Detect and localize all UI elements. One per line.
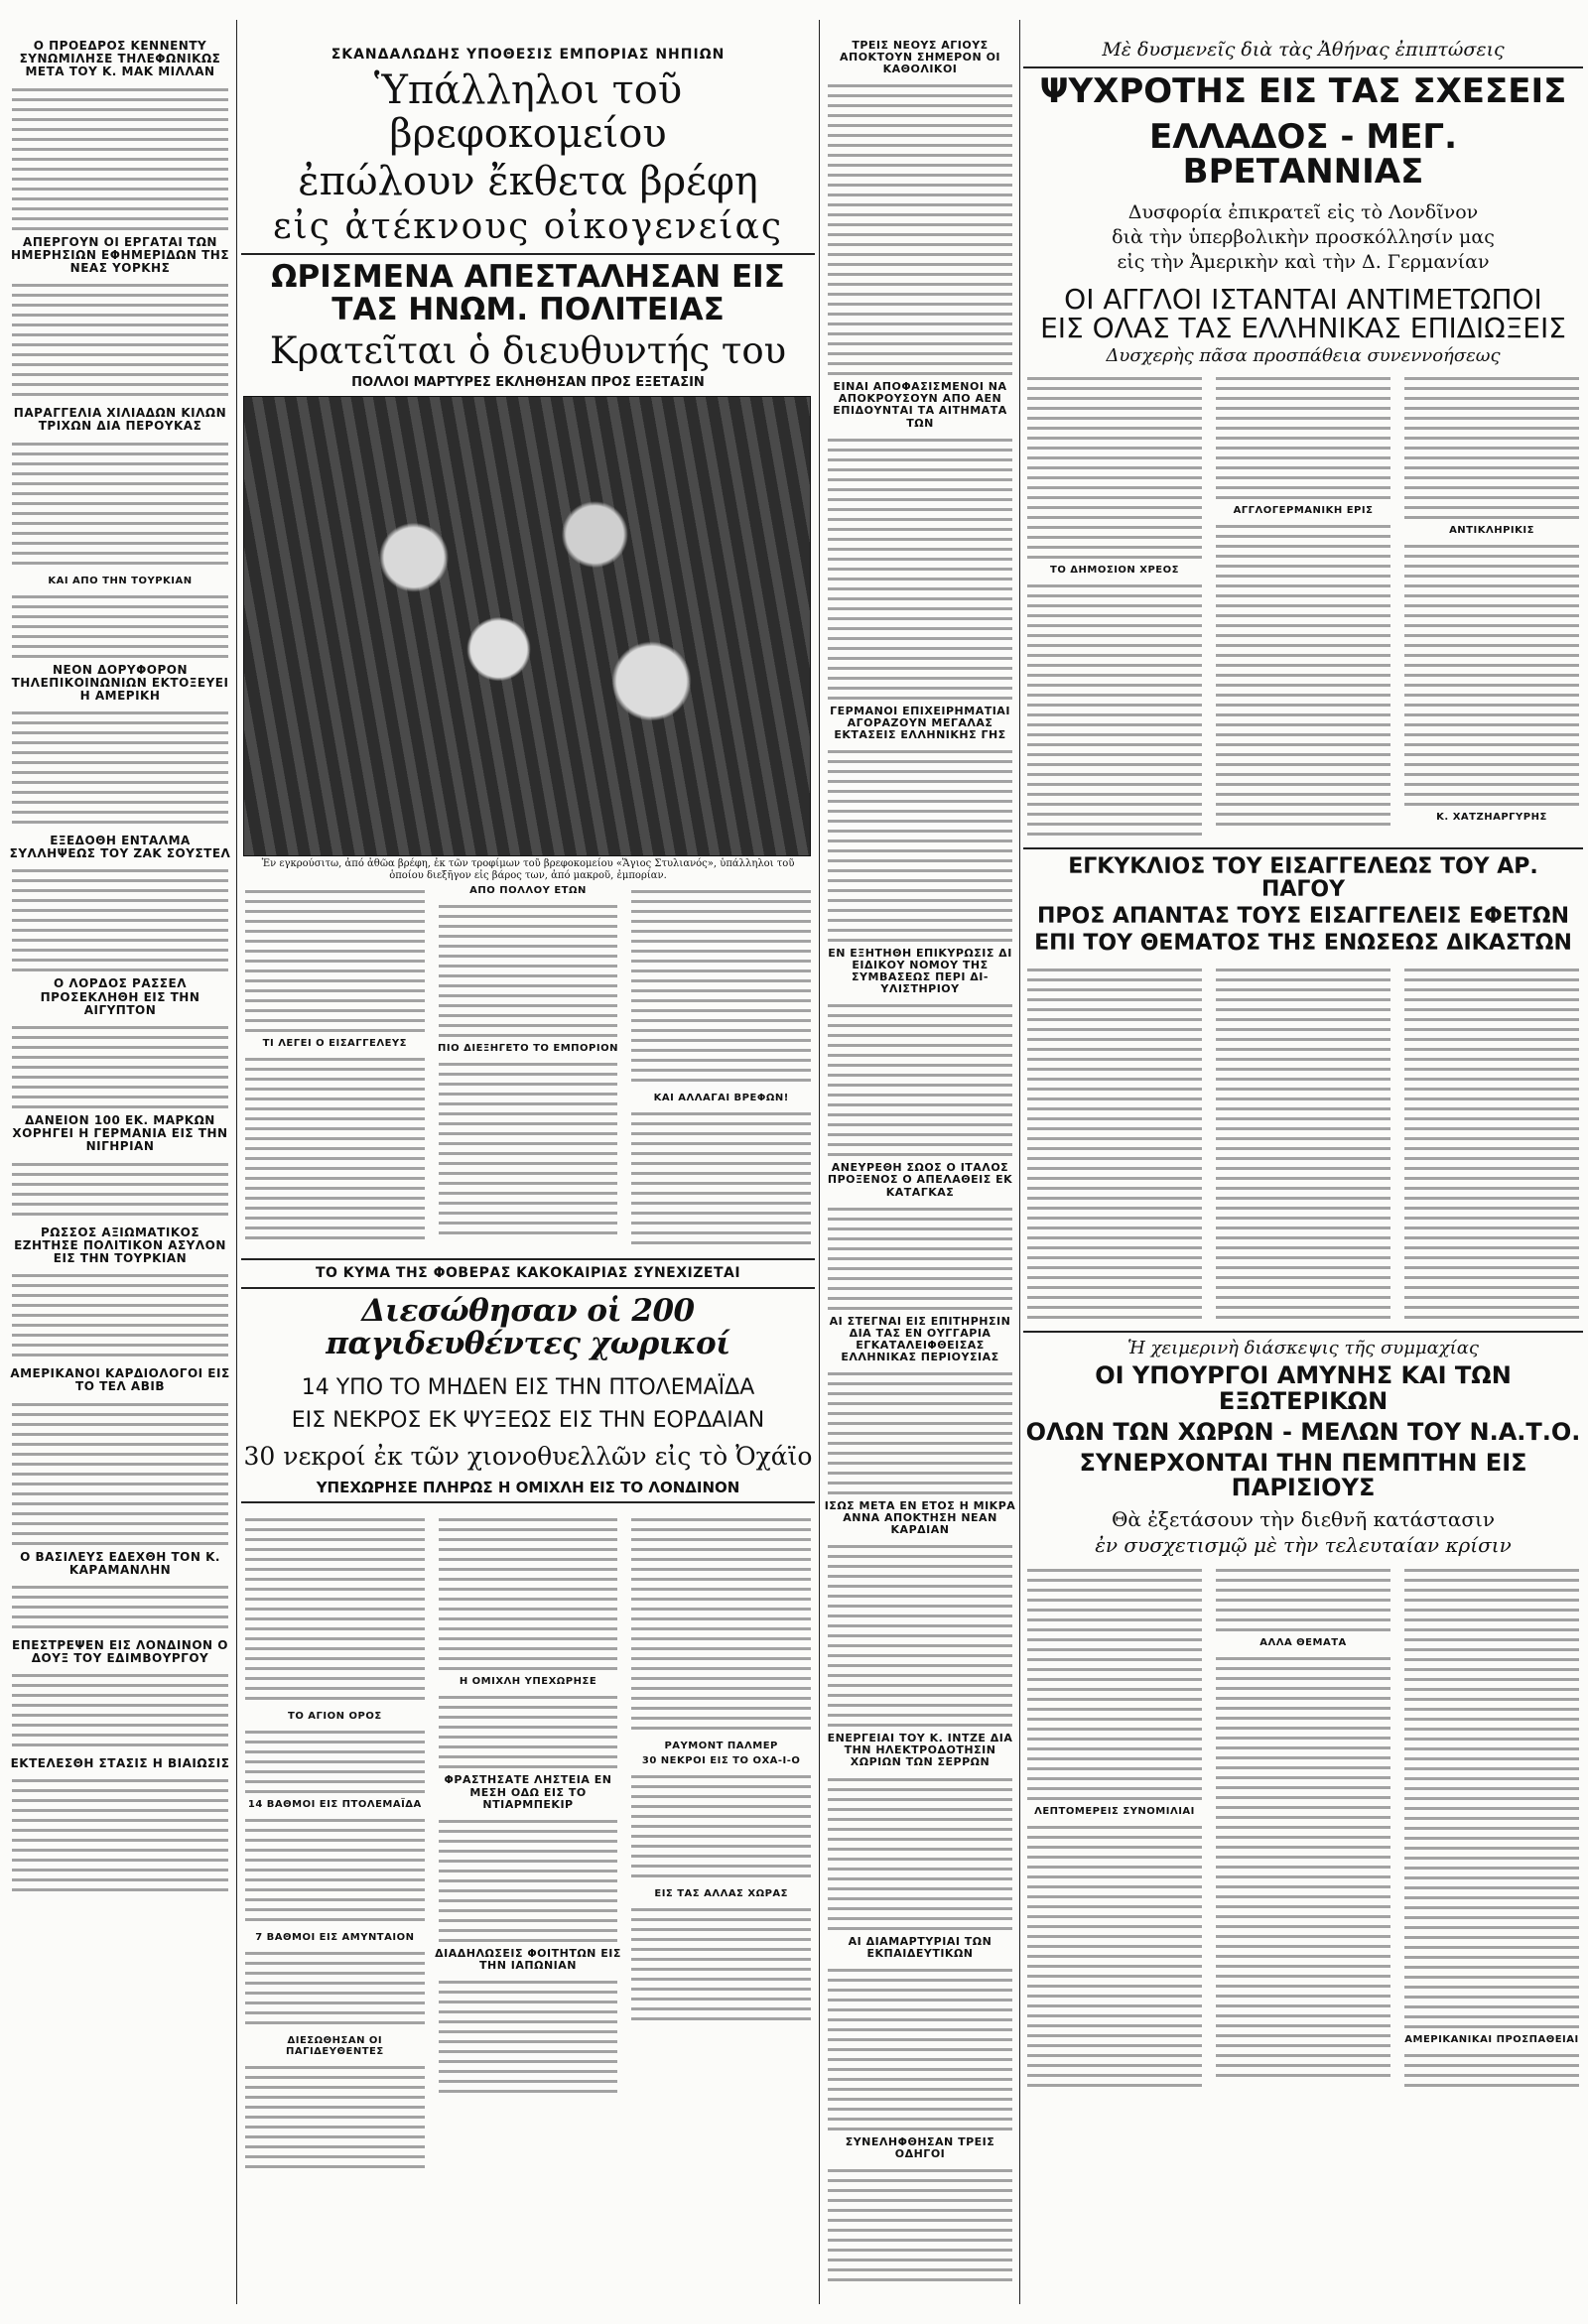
text-column xyxy=(1400,368,1583,841)
article-text xyxy=(245,885,425,1034)
brief-head: ΙΣΩΣ ΜΕΤΑ ΕΝ ΕΤΟΣ Η ΜΙΚΡΑ ΑΝΝΑ ΑΠΟΚΤΗΣΗ ΝΕΑΝ ΚΑΡΔΙΑΝ xyxy=(824,1498,1016,1537)
article-text xyxy=(828,999,1012,1158)
article-text xyxy=(1027,964,1202,1321)
text-column xyxy=(241,1509,429,2174)
text-column xyxy=(435,1509,622,2174)
article-text xyxy=(631,1770,811,1884)
subhead: ΑΜΕΡΙΚΑΝΙΚΑΙ ΠΡΟΣΠΑΘΕΙΑΙ xyxy=(1404,2034,1579,2046)
text-column xyxy=(1023,960,1206,1325)
byline: ΡΑΥΜΟΝΤ ΠΑΛΜΕΡ xyxy=(664,1741,778,1752)
article-text xyxy=(245,1814,425,1928)
headline: Ὑπάλληλοι τοῦ βρεφοκομείου xyxy=(373,67,683,158)
divider xyxy=(241,253,815,255)
article-text xyxy=(12,864,228,973)
headline: ΕΙΣ ΟΛΑΣ ΤΑΣ ΕΛΛΗΝΙΚΑΣ ΕΠΙΔΙΩΞΕΙΣ xyxy=(1040,312,1566,345)
article-text xyxy=(1027,1564,1202,1802)
brief-head: ΕΞΕΔΟΘΗ ΕΝΤΑΛΜΑ ΣΥΛΛΗΨΕΩΣ ΤΟΥ ΖΑΚ ΣΟΥΣΤΕΛ xyxy=(9,834,231,861)
article-text xyxy=(12,1774,228,1893)
brief-head: ΠΑΡΑΓΓΕΛΙΑ ΧΙΛΙΑΔΩΝ ΚΙΛΩΝ ΤΡΙΧΩΝ ΔΙΑ ΠΕΡΟΥΚΑΣ xyxy=(13,406,227,434)
headline: Κρατεῖται ὁ διευθυντής του xyxy=(269,329,787,373)
brief-head: ΣΥΝΕΛΗΦΘΗΣΑΝ ΤΡΕΙΣ ΟΔΗΓΟΙ xyxy=(845,2134,995,2160)
headline: ΩΡΙΣΜΕΝΑ ΑΠΕΣΤΑΛΗΣΑΝ ΕΙΣ ΤΑΣ ΗΝΩΜ. ΠΟΛΙΤΕΙΑΣ xyxy=(271,258,785,327)
subhead: ΕΙΣ ΤΑΣ ΑΛΛΑΣ ΧΩΡΑΣ xyxy=(654,1888,788,1900)
subhead: ΤΟ ΑΓΙΟΝ ΟΡΟΣ xyxy=(288,1711,382,1723)
brief-head: ΑΜΕΡΙΚΑΝΟΙ ΚΑΡΔΙΟΛΟΓΟΙ ΕΙΣ ΤΟ ΤΕΛ ΑΒΙΒ xyxy=(10,1366,230,1394)
text-column xyxy=(1212,960,1394,1325)
headline: ΕΠΙ ΤΟΥ ΘΕΜΑΤΟΣ ΤΗΣ ΕΝΩΣΕΩΣ ΔΙΚΑΣΤΩΝ xyxy=(1034,931,1572,957)
article-text xyxy=(828,2164,1012,2283)
article-text xyxy=(245,1513,425,1707)
article-text xyxy=(12,707,228,831)
brief-head: ΡΩΣΣΟΣ ΑΞΙΩΜΑΤΙΚΟΣ ΕΖΗΤΗΣΕ ΠΟΛΙΤΙΚΟΝ ΑΣΥΛΟΝ ΕΙΣ ΤΗΝ ΤΟΥΡΚΙΑΝ xyxy=(14,1225,226,1265)
article-text xyxy=(245,2061,425,2170)
headline: εἰς ἀτέκνους οἰκογενείας xyxy=(272,206,784,248)
headline: ἐπώλουν ἔκθετα βρέφη xyxy=(298,159,758,205)
column-world xyxy=(824,0,1016,2324)
deck: ΠΟΛΛΟΙ ΜΑΡΤΥΡΕΣ ΕΚΛΗΘΗΣΑΝ ΠΡΟΣ ΕΞΕΤΑΣΙΝ xyxy=(351,374,705,390)
article-text xyxy=(1404,2049,1579,2089)
subhead: Δυσφορία ἐπικρατεῖ εἰς τὸ Λονδῖνον xyxy=(1127,200,1479,223)
article-text xyxy=(1027,1821,1202,2089)
column-rule xyxy=(236,20,237,2304)
brief-head: ΝΕΟΝ ΔΟΡΥΦΟΡΟΝ ΤΗΛΕΠΙΚΟΙΝΩΝΙΩΝ ΕΚΤΟΞΕΥΕΙ Η ΑΜΕΡΙΚΗ xyxy=(11,662,229,703)
article-text xyxy=(1404,964,1579,1321)
subhead: Η ΟΜΙΧΛΗ ΥΠΕΧΩΡΗΣΕ xyxy=(459,1676,597,1688)
brief-head: ΓΕΡΜΑΝΟΙ ΕΠΙΧΕΙΡΗΜΑΤΙΑΙ ΑΓΟΡΑΖΟΥΝ ΜΕΓΑΛΑΣ ΕΚΤΑΣΕΙΣ ΕΛΛΗΝΙΚΗΣ ΓΗΣ xyxy=(830,704,1010,741)
deck: Δυσχερὴς πᾶσα προσπάθεια συνεννοήσεως xyxy=(1106,345,1501,367)
photo-area xyxy=(241,392,815,858)
article-text xyxy=(828,434,1012,702)
article-text xyxy=(631,1513,811,1737)
subhead: Θὰ ἐξετάσουν τὴν διεθνῆ κατάστασιν xyxy=(1111,1507,1496,1532)
article-text xyxy=(12,1398,228,1547)
kicker: Ἡ χειμερινὴ διάσκεψις τῆς συμμαχίας xyxy=(1127,1337,1479,1358)
article-text xyxy=(12,438,228,572)
headline: ΕΛΛΑΔΟΣ - ΜΕΓ. ΒΡΕΤΑΝΝΙΑΣ xyxy=(1148,116,1458,193)
brief-head: Ο ΠΡΟΕΔΡΟΣ ΚΕΝΝΕΝΤΥ ΣΥΝΩΜΙΛΗΣΕ ΤΗΛΕΦΩΝΙΚΩΣ ΜΕΤΑ ΤΟΥ Κ. ΜΑΚ ΜΙΛΛΑΝ xyxy=(19,39,221,79)
headline: 14 ΥΠΟ ΤΟ ΜΗΔΕΝ ΕΙΣ ΤΗΝ ΠΤΟΛΕΜΑΪΔΑ xyxy=(301,1374,755,1400)
article-text xyxy=(12,1669,228,1753)
column-rule xyxy=(1019,20,1020,2304)
divider xyxy=(1023,847,1583,849)
brief-head: ΑΙ ΔΙΑΜΑΡΤΥΡΙΑΙ ΤΩΝ ΕΚΠΑΙΔΕΥΤΙΚΩΝ xyxy=(848,1934,992,1960)
subhead: ΑΛΛΑ ΘΕΜΑΤΑ xyxy=(1259,1637,1347,1649)
article-text xyxy=(245,1947,425,2031)
text-column xyxy=(1023,1560,1206,2093)
article-text xyxy=(1216,1652,1390,2079)
article-text xyxy=(12,590,228,660)
article-columns xyxy=(1023,368,1583,841)
article-text xyxy=(1404,540,1579,808)
subhead: 14 ΒΑΘΜΟΙ ΕΙΣ ΠΤΟΛΕΜΑΪΔΑ xyxy=(247,1799,422,1811)
text-column xyxy=(1400,960,1583,1325)
subhead: ΤΟ ΔΗΜΟΣΙΟΝ ΧΡΕΟΣ xyxy=(1050,565,1179,577)
headline: ΨΥΧΡΟΤΗΣ ΕΙΣ ΤΑΣ ΣΧΕΣΕΙΣ xyxy=(1039,70,1567,111)
article-text xyxy=(1216,372,1390,501)
brief-head: ΕΝ ΕΞΗΤΗΘΗ ΕΠΙΚΥΡΩΣΙΣ ΔΙ ΕΙΔΙΚΟΥ ΝΟΜΟΥ ΤΗΣ ΣΥΜΒΑΣΕΩΣ ΠΕΡΙ ΔΙ-ΥΛΙΣΤΗΡΙΟΥ xyxy=(828,946,1012,996)
article-text xyxy=(439,1815,618,1944)
headline: 30 νεκροί ἐκ τῶν χιονοθυελλῶν εἰς τὸ Ὀχάϊο xyxy=(243,1441,813,1471)
divider xyxy=(241,1501,815,1503)
article-text xyxy=(12,83,228,232)
text-column xyxy=(1212,368,1394,841)
brief-head: Ο ΛΟΡΔΟΣ ΡΑΣΣΕΛ ΠΡΟΣΕΚΛΗΘΗ ΕΙΣ ΤΗΝ ΑΙΓΥΠΤΟΝ xyxy=(40,976,200,1017)
subhead: ΛΕΠΤΟΜΕΡΕΙΣ ΣΥΝΟΜΙΛΙΑΙ xyxy=(1034,1806,1195,1818)
subhead: 30 ΝΕΚΡΟΙ ΕΙΣ ΤΟ ΟΧΑ-Ι-Ο xyxy=(641,1755,801,1767)
subhead: ΠΙΟ ΔΙΕΞΗΓΕΤΟ ΤΟ ΕΜΠΟΡΙΟΝ xyxy=(438,1043,618,1055)
article-text xyxy=(1404,372,1579,521)
divider xyxy=(1023,66,1583,68)
article-text xyxy=(439,900,618,1039)
article-text xyxy=(1404,1564,1579,2030)
brief-head: ΤΡΕΙΣ ΝΕΟΥΣ ΑΓΙΟΥΣ ΑΠΟΚΤΟΥΝ ΣΗΜΕΡΟΝ ΟΙ ΚΑΘΟΛΙΚΟΙ xyxy=(839,39,1001,76)
article-text xyxy=(1216,964,1390,1321)
headline: ΕΙΣ ΝΕΚΡΟΣ ΕΚ ΨΥΞΕΩΣ ΕΙΣ ΤΗΝ ΕΟΡΔΑΙΑΝ xyxy=(291,1407,765,1433)
brief-head: ΕΠΕΣΤΡΕΨΕΝ ΕΙΣ ΛΟΝΔΙΝΟΝ Ο ΔΟΥΞ ΤΟΥ ΕΔΙΜΒΟΥΡΓΟΥ xyxy=(12,1637,228,1666)
brief-head: ΑΝΕΥΡΕΘΗ ΣΩΟΣ Ο ΙΤΑΛΟΣ ΠΡΟΞΕΝΟΣ Ο ΑΠΕΛΑΘΕΙΣ ΕΚ ΚΑΤΑΓΚΑΣ xyxy=(827,1161,1013,1199)
text-column xyxy=(435,881,622,1250)
divider xyxy=(241,1258,815,1260)
brief-head: ΔΑΝΕΙΟΝ 100 ΕΚ. ΜΑΡΚΩΝ ΧΟΡΗΓΕΙ Η ΓΕΡΜΑΝΙΑ ΕΙΣ ΤΗΝ ΝΙΓΗΡΙΑΝ xyxy=(12,1113,228,1154)
headline: ΟΙ ΑΓΓΛΟΙ ΙΣΤΑΝΤΑΙ ΑΝΤΙΜΕΤΩΠΟΙ xyxy=(1064,282,1542,316)
article-text xyxy=(12,279,228,403)
subhead: ΑΠΟ ΠΟΛΛΟΥ ΕΤΩΝ xyxy=(469,885,587,897)
article-columns xyxy=(241,881,815,1250)
kicker: Μὲ δυσμενεῖς διὰ τὰς Ἀθήνας ἐπιπτώσεις xyxy=(1102,39,1505,61)
text-column xyxy=(241,881,429,1250)
brief-head: ΑΠΕΡΓΟΥΝ ΟΙ ΕΡΓΑΤΑΙ ΤΩΝ ΗΜΕΡΗΣΙΩΝ ΕΦΗΜΕΡΙΔΩΝ ΤΗΣ ΝΕΑΣ ΥΟΡΚΗΣ xyxy=(10,234,230,275)
article-text xyxy=(828,745,1012,944)
article-text xyxy=(12,1269,228,1363)
subhead: ΦΡΑΣΤΗΣΑΤΕ ΛΗΣΤΕΙΑ ΕΝ ΜΕΣΗ ΟΔΩ ΕΙΣ ΤΟ ΝΤΙΑΡΜΠΕΚΙΡ xyxy=(444,1773,612,1811)
subhead: 7 ΒΑΘΜΟΙ ΕΙΣ ΑΜΥΝΤΑΙΟΝ xyxy=(255,1932,415,1944)
byline: Κ. ΧΑΤΖΗΑΡΓΥΡΗΣ xyxy=(1436,812,1547,824)
article-text xyxy=(12,1021,228,1110)
article-text xyxy=(439,1976,618,2095)
subhead: διὰ τὴν ὑπερβολικὴν προσκόλλησίν μας xyxy=(1112,225,1495,248)
article-text xyxy=(828,1964,1012,2132)
article-text xyxy=(828,1203,1012,1312)
photo-caption: Ἐν εγκρούσιτω, ἀπό ἀθῶα βρέφη, ἐκ τῶν τροφίμων τοῦ βρεφοκομείου «Ἅγιος Στυλιανός», ὑπάλληλοι τοῦ ὁποίου διεξῆγον εἰς βάρος των, ἀπό μακροῦ, ἐμπορίαν. xyxy=(261,858,795,881)
article-columns xyxy=(241,1509,815,2174)
headline: ΕΓΚΥΚΛΙΟΣ ΤΟΥ ΕΙΣΑΓΓΕΛΕΩΣ ΤΟΥ ΑΡ. ΠΑΓΟΥ xyxy=(1068,854,1538,903)
brief-head: ΕΚΤΕΛΕΣΘΗ ΣΤΑΣΙΣ Η ΒΙΑΙΩΣΙΣ xyxy=(10,1756,230,1771)
brief-head: ΚΑΙ ΑΠΟ ΤΗΝ ΤΟΥΡΚΙΑΝ xyxy=(48,575,193,586)
text-column xyxy=(627,1509,815,2174)
column-rule xyxy=(819,20,820,2304)
article-text xyxy=(828,1773,1012,1932)
brief-head: Ο ΒΑΣΙΛΕΥΣ ΕΔΕΧΘΗ ΤΟΝ Κ. ΚΑΡΑΜΑΝΛΗΝ xyxy=(20,1549,220,1577)
article-text xyxy=(1027,372,1202,561)
article-text xyxy=(631,1107,811,1246)
headline: ΠΡΟΣ ΑΠΑΝΤΑΣ ΤΟΥΣ ΕΙΣΑΓΓΕΛΕΙΣ ΕΦΕΤΩΝ xyxy=(1037,904,1569,930)
article-text xyxy=(12,1581,228,1635)
subhead: ΤΙ ΛΕΓΕΙ Ο ΕΙΣΑΓΓΕΛΕΥΣ xyxy=(262,1038,407,1050)
headline: ΟΛΩΝ ΤΩΝ ΧΩΡΩΝ - ΜΕΛΩΝ ΤΟΥ Ν.Α.Τ.Ο. xyxy=(1025,1417,1581,1446)
article-text xyxy=(12,1158,228,1223)
subhead: ΑΝΤΙΚΛΗΡΙΚΙΣ xyxy=(1449,525,1534,537)
article-text xyxy=(631,1903,811,2022)
headline: ΣΥΝΕΡΧΟΝΤΑΙ ΤΗΝ ΠΕΜΠΤΗΝ ΕΙΣ ΠΑΡΙΣΙΟΥΣ xyxy=(1079,1448,1527,1502)
brief-head: ΕΙΝΑΙ ΑΠΟΦΑΣΙΣΜΕΝΟΙ ΝΑ ΑΠΟΚΡΟΥΣΟΥΝ ΑΠΟ ΑΕΝ ΕΠΙΔΟΥΝΤΑΙ ΤΑ ΑΙΤΗΜΑΤΑ ΤΩΝ xyxy=(833,380,1007,430)
subhead: ΔΙΕΣΩΘΗΣΑΝ ΟΙ ΠΑΓΙΔΕΥΘΕΝΤΕΣ xyxy=(285,2035,384,2058)
article-text xyxy=(828,79,1012,377)
subhead: ΔΙΑΔΗΛΩΣΕΙΣ ΦΟΙΤΗΤΩΝ ΕΙΣ ΤΗΝ ΙΑΠΩΝΙΑΝ xyxy=(435,1946,621,1972)
text-column xyxy=(1400,1560,1583,2093)
subhead: ΚΑΙ ΑΛΛΑΓΑΙ ΒΡΕΦΩΝ! xyxy=(653,1093,789,1104)
article-text xyxy=(439,1513,618,1672)
article-text xyxy=(245,1053,425,1246)
subhead: ΑΓΓΛΟΓΕΡΜΑΝΙΚΗ ΕΡΙΣ xyxy=(1233,505,1374,517)
kicker: ΤΟ ΚΥΜΑ ΤΗΣ ΦΟΒΕΡΑΣ ΚΑΚΟΚΑΙΡΙΑΣ ΣΥΝΕΧΙΖΕΤΑΙ xyxy=(315,1265,741,1282)
babies-photo xyxy=(243,396,811,856)
text-column xyxy=(627,881,815,1250)
column-politics xyxy=(1023,0,1583,2324)
article-columns xyxy=(1023,1560,1583,2093)
article-columns xyxy=(1023,960,1583,1325)
text-column xyxy=(1212,1560,1394,2093)
article-text xyxy=(1027,580,1202,838)
article-text xyxy=(1216,1564,1390,1633)
subhead: εἰς τὴν Ἀμερικὴν καὶ τὴν Δ. Γερμανίαν xyxy=(1117,250,1490,273)
headline: ΟΙ ΥΠΟΥΡΓΟΙ ΑΜΥΝΗΣ ΚΑΙ ΤΩΝ ΕΞΩΤΕΡΙΚΩΝ xyxy=(1095,1361,1512,1415)
kicker: ΣΚΑΝΔΑΛΩΔΗΣ ΥΠΟΘΕΣΙΣ ΕΜΠΟΡΙΑΣ ΝΗΠΙΩΝ xyxy=(331,47,726,63)
headline: Διεσώθησαν οἱ 200 παγιδευθέντες χωρικοί xyxy=(326,1293,730,1361)
deck: ΥΠΕΧΩΡΗΣΕ ΠΛΗΡΩΣ Η ΟΜΙΧΛΗ ΕΙΣ ΤΟ ΛΟΝΔΙΝΟΝ xyxy=(316,1478,740,1496)
divider xyxy=(1023,1331,1583,1333)
column-main xyxy=(241,0,815,2324)
text-column xyxy=(1023,368,1206,841)
article-text xyxy=(1216,520,1390,828)
column-briefs xyxy=(8,0,232,2324)
article-text xyxy=(631,885,811,1089)
article-text xyxy=(439,1691,618,1770)
subhead: ἐν συσχετισμῷ μὲ τὴν τελευταίαν κρίσιν xyxy=(1095,1533,1512,1558)
brief-head: ΑΙ ΣΤΕΓΝΑΙ ΕΙΣ ΕΠΙΤΗΡΗΣΙΝ ΔΙΑ ΤΑΣ ΕΝ ΟΥΓΓΑΡΙΑ ΕΓΚΑΤΑΛΕΙΦΘΕΙΣΑΣ ΕΛΛΗΝΙΚΑΣ ΠΕΡΙΟΥΣΙΑΣ xyxy=(829,1314,1011,1363)
article-text xyxy=(439,1058,618,1236)
article-text xyxy=(828,1540,1012,1729)
article-text xyxy=(828,1367,1012,1496)
article-text xyxy=(245,1726,425,1795)
divider xyxy=(241,1287,815,1289)
brief-head: ΕΝΕΡΓΕΙΑΙ ΤΟΥ Κ. ΙΝΤΖΕ ΔΙΑ ΤΗΝ ΗΛΕΚΤΡΟΔΟΤΗΣΙΝ ΧΩΡΙΩΝ ΤΩΝ ΣΕΡΡΩΝ xyxy=(827,1732,1013,1769)
